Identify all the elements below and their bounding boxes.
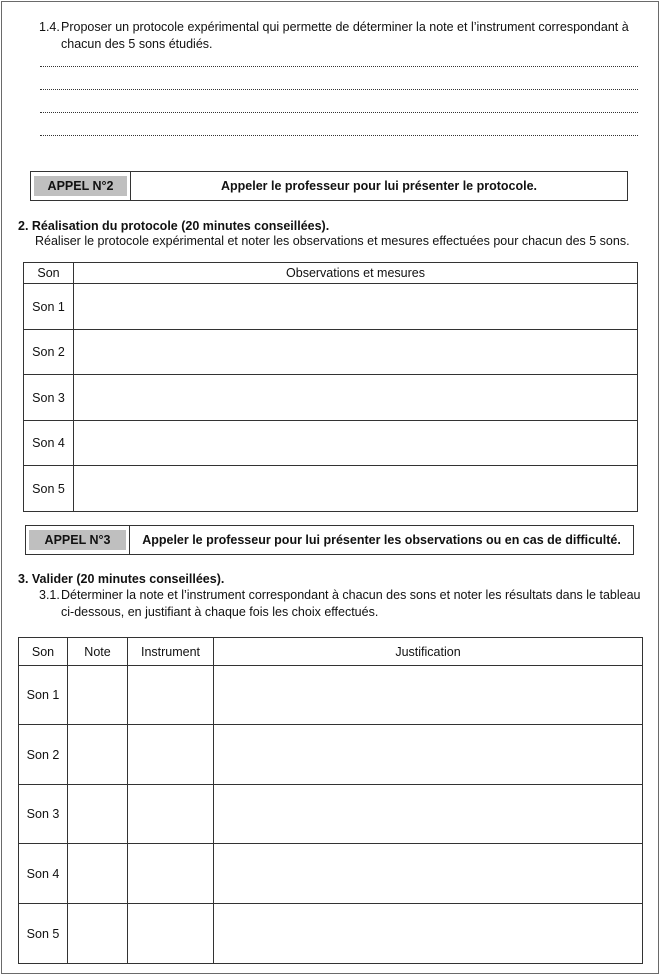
row-label: Son 1 [24,284,74,330]
observation-cell[interactable] [74,284,638,330]
justification-cell[interactable] [214,785,643,844]
column-header-instrument: Instrument [128,638,214,666]
appel-3-box [25,525,634,555]
table-row [19,785,643,844]
note-cell[interactable] [68,844,128,904]
question-text: Proposer un protocole expérimental qui permette de déterminer la note et l’instrument correspondant à chacun des 5 sons étudiés. [61,20,629,51]
table-row [24,421,638,466]
observation-cell[interactable] [74,466,638,512]
column-header-son: Son [24,263,74,284]
table-row [24,466,638,512]
table-row [19,904,643,964]
section-2-instruction: Réaliser le protocole expérimental et noter les observations et mesures effectuées pour chacun des 5 sons. [35,234,630,248]
note-cell[interactable] [68,904,128,964]
instrument-cell[interactable] [128,666,214,725]
observations-table [23,262,638,512]
row-label: Son 1 [19,666,68,725]
instrument-cell[interactable] [128,904,214,964]
instrument-cell[interactable] [128,725,214,785]
observation-cell[interactable] [74,375,638,421]
appel-2-box [30,171,628,201]
row-label: Son 5 [24,466,74,512]
answer-line[interactable] [40,112,638,113]
note-cell[interactable] [68,725,128,785]
column-header-note: Note [68,638,128,666]
question-3-1-number: 3.1. [39,588,60,602]
table-row [19,666,643,725]
row-label: Son 4 [24,421,74,466]
question-3-1 [39,587,645,621]
question-number: 1.4. [39,20,60,34]
answer-line[interactable] [40,89,638,90]
row-label: Son 2 [24,330,74,375]
row-label: Son 3 [19,785,68,844]
instrument-cell[interactable] [128,785,214,844]
observation-cell[interactable] [74,330,638,375]
table-row [24,330,638,375]
appel-2-label: APPEL N°2 [34,176,127,196]
justification-cell[interactable] [214,725,643,785]
appel-2-message: Appeler le professeur pour lui présenter le protocole. [220,179,538,193]
justification-cell[interactable] [214,844,643,904]
table-row [19,725,643,785]
note-cell[interactable] [68,785,128,844]
column-header-observations: Observations et mesures [74,263,638,284]
row-label: Son 2 [19,725,68,785]
answer-line[interactable] [40,66,638,67]
instrument-cell[interactable] [128,844,214,904]
answer-line[interactable] [40,135,638,136]
question-1-4 [39,19,644,53]
row-label: Son 3 [24,375,74,421]
row-label: Son 4 [19,844,68,904]
table-row [24,284,638,330]
observation-cell[interactable] [74,421,638,466]
column-header-son: Son [19,638,68,666]
table-row [24,375,638,421]
appel-3-message: Appeler le professeur pour lui présenter les observations ou en cas de difficulté. [142,533,621,547]
column-header-justification: Justification [214,638,643,666]
table-row [19,844,643,904]
section-2-title: 2. Réalisation du protocole (20 minutes conseillées). [18,219,330,233]
appel-3-label: APPEL N°3 [29,530,126,550]
question-3-1-text: Déterminer la note et l’instrument correspondant à chacun des sons et noter les résultats dans le tableau ci-dessous, en justifiant à chaque fois les choix effectués. [61,588,641,619]
results-table [18,637,643,964]
justification-cell[interactable] [214,666,643,725]
row-label: Son 5 [19,904,68,964]
note-cell[interactable] [68,666,128,725]
justification-cell[interactable] [214,904,643,964]
section-3-title: 3. Valider (20 minutes conseillées). [18,572,225,586]
